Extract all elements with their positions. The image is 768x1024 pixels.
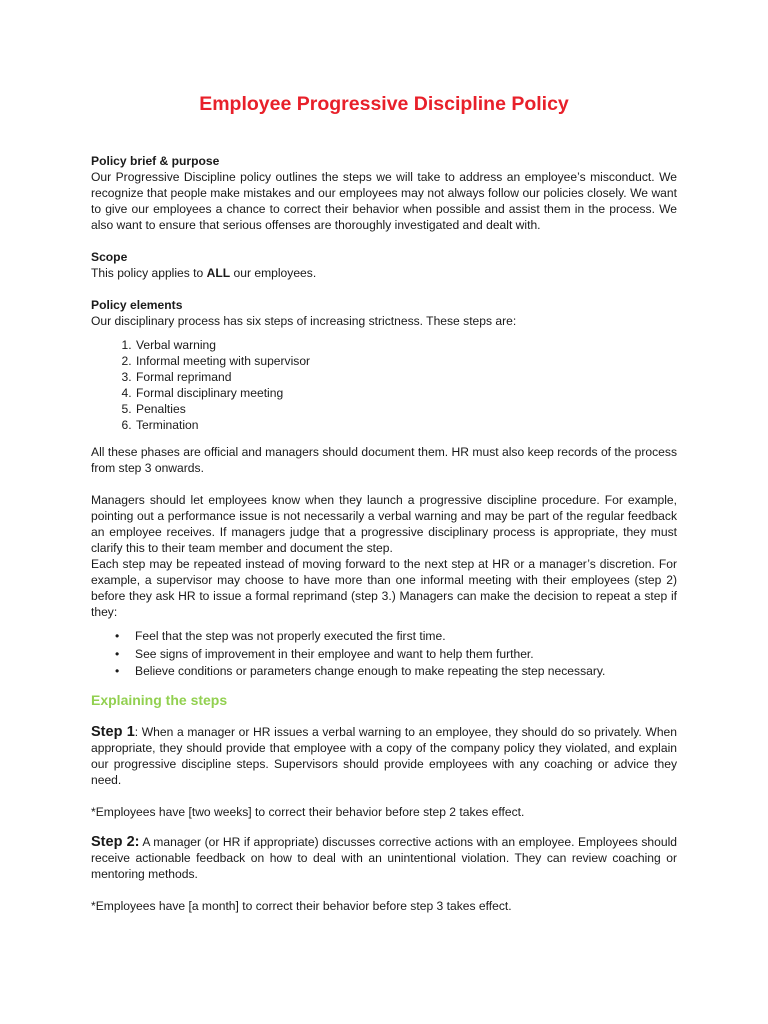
policy-brief-text: Our Progressive Discipline policy outlines the steps we will take to address an employee’s misconduct. We recognize that people make mistakes and our employees may not always follow our policies closely. We want to give our employees a chance to correct their behavior when possible and assist them in the process. We also want to ensure that serious offenses are thoroughly investigated and dealt with. [91, 170, 677, 232]
list-item: • Feel that the step was not properly executed the first time. [135, 628, 677, 644]
scope-heading: Scope [91, 250, 128, 264]
step-1-label: Step 1 [91, 724, 135, 740]
repeat-conditions-list [91, 628, 677, 679]
step-2-note: *Employees have [a month] to correct their behavior before step 3 takes effect. [91, 899, 512, 913]
managers-paragraph: Managers should let employees know when they launch a progressive discipline procedure. For example, pointing out a performance issue is not necessarily a verbal warning and may be part of the regular feedback an employee receives. If managers judge that a progressive disciplinary process is appropriate, they must clarify this to their team member and document the step. [91, 493, 677, 555]
steps-list [91, 337, 677, 433]
repeat-paragraph: Each step may be repeated instead of moving forward to the next step at HR or a manager’s discretion. For example, a supervisor may choose to have more than one informal meeting with their employees (step 2) before they ask HR to issue a formal reprimand (step 3.) Managers can make the decision to repeat a step if they: [91, 557, 677, 619]
policy-brief-heading: Policy brief & purpose [91, 154, 220, 168]
scope-text-after: our employees. [230, 266, 317, 280]
document-body [91, 153, 677, 914]
list-item: • Believe conditions or parameters change enough to make repeating the step necessary. [135, 663, 677, 679]
policy-brief-section [91, 153, 677, 233]
policy-elements-heading: Policy elements [91, 298, 183, 312]
policy-elements-intro: Our disciplinary process has six steps of increasing strictness. These steps are: [91, 314, 517, 328]
list-item: • See signs of improvement in their employee and want to help them further. [135, 646, 677, 662]
list-item: 4. Formal disciplinary meeting [135, 385, 677, 401]
step-2-description: A manager (or HR if appropriate) discusses corrective actions with an employee. Employees should receive actionable feedback on how to deal with an unintentional violation. They can review coaching or mentoring methods. [91, 835, 677, 881]
step-1-text [91, 724, 677, 788]
explaining-steps-section [91, 690, 677, 914]
policy-elements-section [91, 297, 677, 679]
scope-section [91, 249, 677, 281]
step-2-label: Step 2: [91, 834, 140, 850]
scope-text-before: This policy applies to [91, 266, 207, 280]
step-1-block [91, 724, 677, 820]
list-item: 1. Verbal warning [135, 337, 677, 353]
step-1-description: : When a manager or HR issues a verbal warning to an employee, they should do so privately. When appropriate, they should provide that employee with a copy of the company policy they violated, and explain our progressive discipline steps. Supervisors should provide employees with any coaching or advice they need. [91, 725, 677, 787]
list-item: 3. Formal reprimand [135, 369, 677, 385]
scope-text [91, 265, 677, 281]
list-item: 2. Informal meeting with supervisor [135, 353, 677, 369]
list-item: 6. Termination [135, 417, 677, 433]
document-title: Employee Progressive Discipline Policy [199, 93, 569, 115]
step-1-note: *Employees have [two weeks] to correct their behavior before step 2 takes effect. [91, 805, 525, 819]
list-item: 5. Penalties [135, 401, 677, 417]
scope-text-bold: ALL [206, 266, 231, 280]
step-2-text [91, 834, 677, 882]
explaining-steps-heading: Explaining the steps [91, 692, 228, 708]
records-paragraph: All these phases are official and managers should document them. HR must also keep records of the process from step 3 onwards. [91, 445, 677, 475]
step-2-block [91, 834, 677, 914]
